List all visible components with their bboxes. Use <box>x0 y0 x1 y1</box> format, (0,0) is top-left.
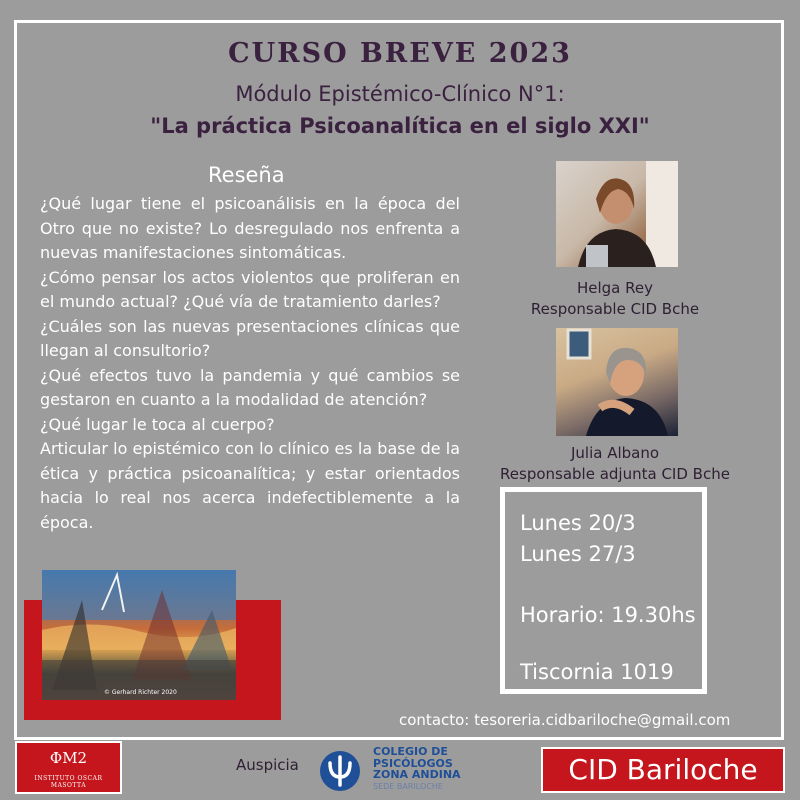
psi-logo-icon <box>318 749 362 793</box>
presenter-role: Responsable adjunta CID Bche <box>500 465 730 483</box>
presenter-name: Helga Rey <box>576 279 653 297</box>
resena-body <box>40 192 460 535</box>
artwork-credit: © Gerhard Richter 2020 <box>104 689 177 696</box>
resena-paragraph: Articular lo epistémico con lo clínico es la base de la ética y práctica psicoanalítica; y estar orientados hacia lo real nos acerca indefectiblemente a la época. <box>40 439 460 532</box>
presenter-caption-julia <box>480 443 750 485</box>
presenter-photo-helga <box>556 161 678 267</box>
schedule-date-1: Lunes 20/3 <box>520 511 636 535</box>
module-subtitle: Módulo Epistémico-Clínico N°1: <box>235 82 565 106</box>
fm2-logo-text: ΦM2 <box>49 749 88 767</box>
presenter-role: Responsable CID Bche <box>530 300 700 318</box>
presenter-name: Julia Albano <box>570 444 660 462</box>
presenter-photo-julia <box>556 328 678 436</box>
resena-paragraph: ¿Qué lugar le toca al cuerpo? <box>40 414 275 434</box>
schedule-time: Horario: 19.30hs <box>520 603 696 627</box>
contact-email: contacto: tesoreria.cidbariloche@gmail.com <box>399 711 731 729</box>
colegio-line: PSICÓLOGOS <box>373 756 453 770</box>
colegio-line: ZONA ANDINA <box>373 768 461 781</box>
cid-bariloche-logo: CID Bariloche <box>541 747 785 793</box>
resena-paragraph: ¿Qué efectos tuvo la pandemia y qué cambios se gestaron en cuanto a la modalidad de atención? <box>40 365 460 409</box>
course-name: "La práctica Psicoanalítica en el siglo XXI" <box>150 114 650 138</box>
presenter-caption-helga <box>480 278 750 320</box>
resena-paragraph: ¿Qué lugar tiene el psicoanálisis en la época del Otro que no existe? Lo desregulado nos enfrenta a nuevas manifestaciones sintomáticas. <box>40 194 460 262</box>
colegio-sede: SEDE BARILOCHE <box>373 781 443 791</box>
fm2-logo <box>15 741 122 794</box>
resena-heading: Reseña <box>208 163 285 187</box>
poster-title: CURSO BREVE 2023 <box>228 38 572 69</box>
fm2-logo-subtitle: INSTITUTO OSCAR MASOTTA <box>34 775 103 789</box>
resena-paragraph: ¿Cómo pensar los actos violentos que proliferan en el mundo actual? ¿Qué vía de tratamiento darles? <box>40 267 460 311</box>
auspicia-label: Auspicia <box>236 756 299 774</box>
artwork-image <box>42 570 236 700</box>
schedule-date-2: Lunes 27/3 <box>520 542 636 566</box>
colegio-line: COLEGIO DE <box>373 745 448 758</box>
schedule-location: Tiscornia 1019 <box>520 660 674 684</box>
colegio-logo-text <box>373 746 461 792</box>
resena-paragraph: ¿Cuáles son las nuevas presentaciones clínicas que llegan al consultorio? <box>40 316 460 360</box>
